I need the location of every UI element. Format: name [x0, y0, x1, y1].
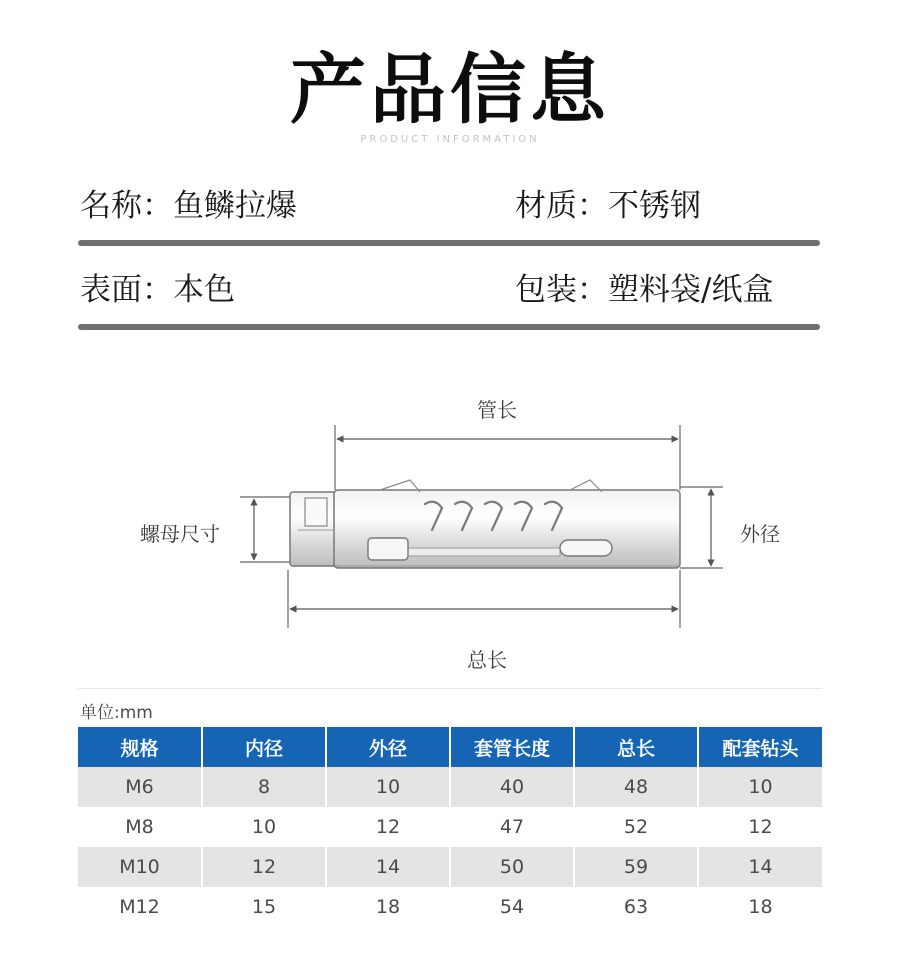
pipe-length-dimension: [335, 425, 680, 490]
product-name: 名称：鱼鳞拉爆: [80, 188, 297, 224]
table-cell: 10: [202, 807, 326, 847]
table-cell: 10: [326, 767, 450, 807]
table-cell: 54: [450, 887, 574, 927]
info-row-name-material: [78, 186, 820, 246]
table-cell: 47: [450, 807, 574, 847]
outer-diameter-dimension: [680, 487, 723, 568]
table-cell: 63: [574, 887, 698, 927]
table-cell: 59: [574, 847, 698, 887]
table-cell: M10: [78, 847, 202, 887]
table-row: [78, 807, 822, 847]
page-title: 产品信息: [290, 45, 610, 134]
unit-label: 单位:mm: [80, 703, 153, 723]
column-header: 配套钻头: [698, 727, 822, 767]
total-length-dimension: [288, 570, 680, 628]
product-material: 材质：不锈钢: [515, 188, 701, 224]
table-row: [78, 847, 822, 887]
table-cell: 52: [574, 807, 698, 847]
spec-table: [78, 727, 822, 927]
divider: [78, 324, 820, 330]
divider: [78, 688, 822, 689]
column-header: 外径: [326, 727, 450, 767]
column-header: 套管长度: [450, 727, 574, 767]
info-row-surface-packaging: [78, 270, 820, 330]
table-cell: 8: [202, 767, 326, 807]
table-cell: 14: [326, 847, 450, 887]
table-cell: 40: [450, 767, 574, 807]
table-cell: 18: [698, 887, 822, 927]
product-surface: 表面：本色: [80, 272, 235, 308]
outer-diameter-label: 外径: [740, 522, 780, 546]
anchor-bolt-drawing: [120, 380, 820, 680]
total-length-label: 总长: [467, 648, 507, 672]
pipe-length-label: 管长: [477, 398, 517, 422]
table-cell: 10: [698, 767, 822, 807]
nut-size-label: 螺母尺寸: [140, 522, 220, 546]
page-subtitle: PRODUCT INFORMATION: [360, 134, 540, 145]
table-cell: M6: [78, 767, 202, 807]
table-cell: 12: [326, 807, 450, 847]
table-cell: 12: [698, 807, 822, 847]
table-cell: M12: [78, 887, 202, 927]
anchor-dimension-diagram: [120, 380, 820, 680]
table-cell: M8: [78, 807, 202, 847]
anchor-body: [290, 480, 680, 568]
column-header: 总长: [574, 727, 698, 767]
table-row: [78, 887, 822, 927]
table-header-row: [78, 727, 822, 767]
column-header: 规格: [78, 727, 202, 767]
nut-size-dimension: [240, 497, 295, 562]
divider: [78, 240, 820, 246]
table-cell: 48: [574, 767, 698, 807]
table-cell: 12: [202, 847, 326, 887]
table-row: [78, 767, 822, 807]
table-cell: 14: [698, 847, 822, 887]
column-header: 内径: [202, 727, 326, 767]
table-cell: 15: [202, 887, 326, 927]
table-cell: 18: [326, 887, 450, 927]
product-packaging: 包装：塑料袋/纸盒: [515, 272, 774, 308]
table-cell: 50: [450, 847, 574, 887]
